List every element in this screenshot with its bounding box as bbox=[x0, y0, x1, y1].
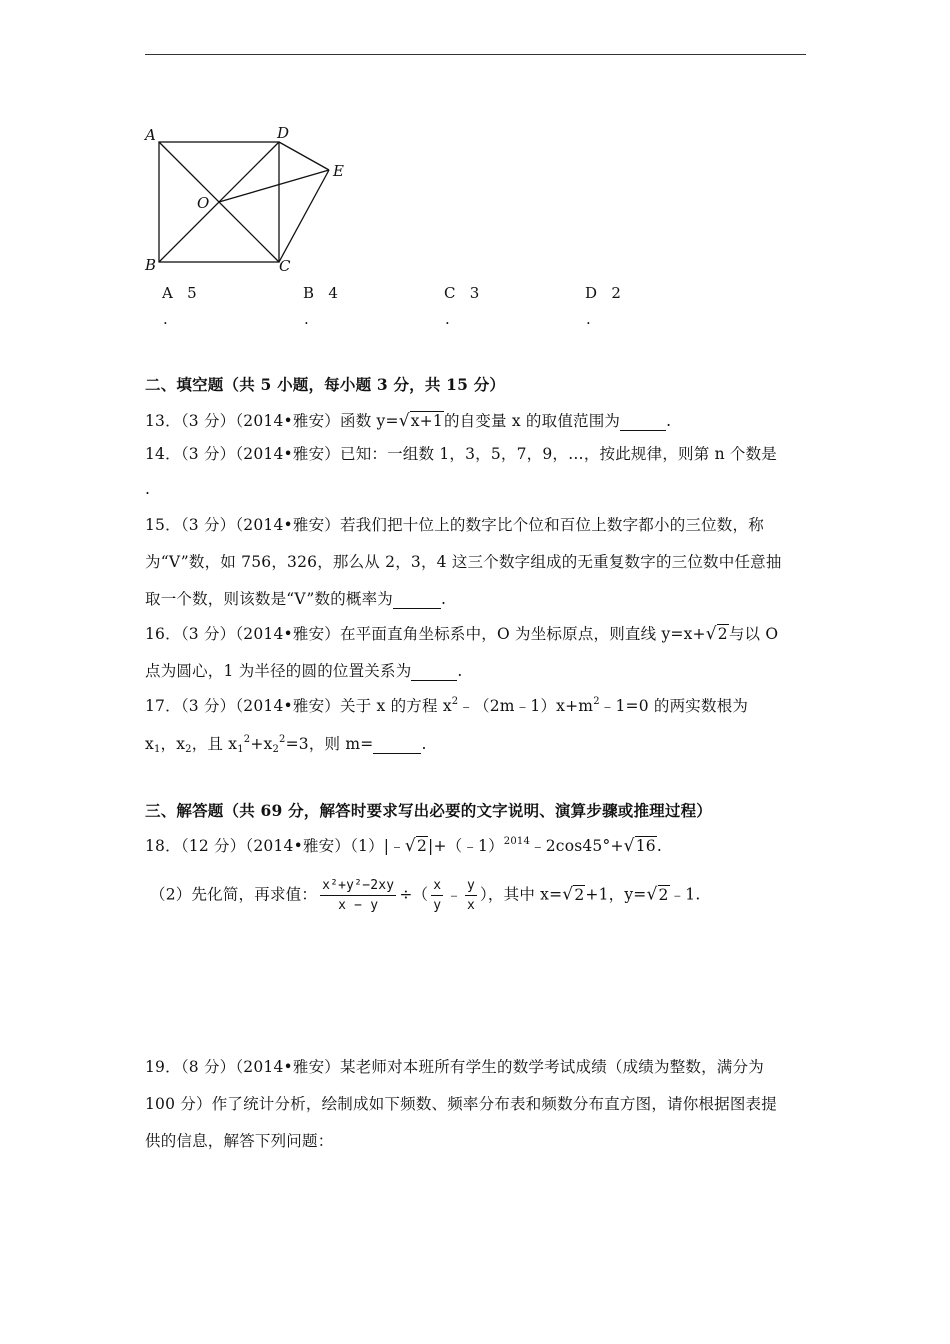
sqrt-sign: √ bbox=[646, 884, 658, 905]
q18-minus: ﹣ bbox=[446, 885, 462, 904]
question-15-line2: 为“V”数，如 756，326，那么从 2，3，4 这三个数字组成的无重复数字的三位数中任意抽 bbox=[145, 553, 782, 571]
q13-answer-blank[interactable] bbox=[620, 412, 666, 431]
q18-r1: 2 bbox=[416, 837, 428, 855]
option-d-dot: . bbox=[586, 310, 591, 328]
q17-sub2: 2 bbox=[185, 744, 192, 755]
q17-sup2: 2 bbox=[593, 696, 600, 707]
option-d-value: 2 bbox=[611, 284, 621, 302]
q18-p4: . bbox=[656, 837, 662, 855]
fraction-main-denominator: x − y bbox=[338, 898, 379, 913]
question-19-line3: 供的信息，解答下列问题： bbox=[145, 1132, 334, 1150]
q18-p2: |+（﹣1） bbox=[428, 837, 504, 855]
q18-part2-prefix: （2）先化简，再求值： bbox=[150, 885, 318, 904]
q17-sub4: 2 bbox=[272, 744, 280, 755]
q18-r4: 2 bbox=[658, 885, 669, 904]
question-19-line1: 19．（8 分）（2014•雅安）某老师对本班所有学生的数学考试成绩（成绩为整数，满分为 bbox=[145, 1058, 764, 1076]
header-rule bbox=[145, 54, 806, 55]
segment-ce bbox=[279, 170, 329, 262]
option-a-dot: . bbox=[163, 310, 168, 328]
option-c bbox=[444, 284, 479, 302]
label-b: B bbox=[145, 256, 157, 274]
option-c-value: 3 bbox=[469, 284, 480, 302]
question-16-line2 bbox=[145, 659, 463, 681]
q13-radicand: x+1 bbox=[410, 412, 443, 430]
q17-l2b: ，x bbox=[160, 735, 186, 753]
q17-sup3: 2 bbox=[243, 734, 251, 745]
q17-answer-blank[interactable] bbox=[373, 735, 421, 754]
sqrt-sign: √ bbox=[398, 411, 410, 431]
q17-sub3: 1 bbox=[237, 744, 244, 755]
sqrt-sign: √ bbox=[404, 836, 416, 856]
q18-r2: 16 bbox=[635, 837, 656, 855]
fraction-y-over-x-den: x bbox=[466, 898, 475, 913]
q16-line2-text: 点为圆心，1 为半径的圆的位置关系为 bbox=[145, 662, 412, 680]
question-17-line2 bbox=[145, 732, 427, 754]
q13-prefix: 13．（3 分）（2014•雅安）函数 y= bbox=[145, 412, 399, 430]
fraction-main bbox=[320, 878, 396, 913]
q16-radicand: 2 bbox=[717, 625, 728, 643]
q16-suffix: 与以 O bbox=[728, 625, 779, 643]
q18-r3: 2 bbox=[574, 885, 585, 904]
q13-suffix: 的自变量 x 的取值范围为 bbox=[443, 412, 621, 430]
question-18-part2 bbox=[150, 878, 700, 913]
question-15-line3 bbox=[145, 587, 446, 609]
question-19-line2: 100 分）作了统计分析，绘制成如下频数、频率分布表和频数分布直方图，请你根据图表提 bbox=[145, 1095, 777, 1113]
q16-prefix: 16．（3 分）（2014•雅安）在平面直角坐标系中，O 为坐标原点，则直线 y=x+ bbox=[145, 625, 706, 643]
q13-end: . bbox=[666, 412, 672, 430]
option-c-dot: . bbox=[445, 310, 450, 328]
fraction-y-over-x-num: y bbox=[465, 878, 477, 896]
q18-close: ），其中 x= bbox=[479, 885, 563, 904]
q18-div: ÷（ bbox=[399, 885, 429, 904]
sqrt-sign: √ bbox=[562, 884, 574, 905]
fraction-x-over-y bbox=[431, 878, 443, 913]
sqrt-sign: √ bbox=[705, 624, 717, 644]
section3-title: 三、解答题（共 69 分，解答时要求写出必要的文字说明、演算步骤或推理过程） bbox=[145, 801, 712, 820]
question-15-line1: 15．（3 分）（2014•雅安）若我们把十位上的数字比个位和百位上数字都小的三位数，称 bbox=[145, 516, 764, 534]
fraction-x-over-y-den: y bbox=[433, 898, 442, 913]
option-b bbox=[303, 284, 338, 302]
question-18-part1 bbox=[145, 834, 662, 856]
label-d: D bbox=[277, 124, 290, 142]
option-a bbox=[162, 284, 197, 302]
q18-tail: ﹣1. bbox=[669, 885, 701, 904]
q17-l2a: x bbox=[145, 735, 154, 753]
fraction-y-over-x bbox=[465, 878, 477, 913]
question-13 bbox=[145, 409, 671, 431]
q17-p3: ﹣1=0 的两实数根为 bbox=[599, 697, 749, 715]
label-e: E bbox=[333, 162, 344, 180]
question-17-line1 bbox=[145, 694, 748, 716]
q15-line3-text: 取一个数，则该数是“V”数的概率为 bbox=[145, 590, 394, 608]
section2-title: 二、填空题（共 5 小题，每小题 3 分，共 15 分） bbox=[145, 375, 506, 394]
q17-sub1: 1 bbox=[153, 744, 161, 755]
q15-end: . bbox=[441, 590, 447, 608]
label-o: O bbox=[197, 194, 210, 212]
label-a: A bbox=[145, 126, 156, 144]
q17-l2e: =3，则 m= bbox=[285, 735, 374, 753]
q17-end: . bbox=[421, 735, 427, 753]
q18-sup: 2014 bbox=[503, 836, 531, 847]
q17-p1: 17．（3 分）（2014•雅安）关于 x 的方程 x bbox=[145, 697, 452, 715]
q18-p1: 18．（12 分）（2014•雅安）（1）|﹣ bbox=[145, 837, 405, 855]
q16-answer-blank[interactable] bbox=[411, 662, 457, 681]
q14-end: . bbox=[145, 480, 151, 498]
option-a-letter: A bbox=[162, 284, 173, 302]
segment-de bbox=[279, 142, 329, 170]
option-a-value: 5 bbox=[187, 284, 197, 302]
q17-l2d: +x bbox=[250, 735, 273, 753]
question-14: 14．（3 分）（2014•雅安）已知：一组数 1，3，5，7，9，…，按此规律，则第 n 个数是 bbox=[145, 445, 777, 463]
option-c-letter: C bbox=[444, 284, 456, 302]
q18-mid: +1，y= bbox=[585, 885, 647, 904]
option-d-letter: D bbox=[585, 284, 598, 302]
sqrt-sign: √ bbox=[623, 836, 635, 856]
q17-sup4: 2 bbox=[279, 734, 286, 745]
q17-p2: ﹣（2m﹣1）x+m bbox=[458, 697, 594, 715]
option-b-value: 4 bbox=[328, 284, 338, 302]
label-c: C bbox=[279, 257, 291, 275]
q17-l2c: ，且 x bbox=[191, 735, 238, 753]
option-b-dot: . bbox=[304, 310, 309, 328]
q17-sup1: 2 bbox=[451, 696, 459, 707]
q15-answer-blank[interactable] bbox=[393, 590, 441, 609]
option-d bbox=[585, 284, 621, 302]
geometry-figure bbox=[135, 118, 365, 283]
fraction-x-over-y-num: x bbox=[431, 878, 443, 896]
fraction-main-numerator: x²+y²−2xy bbox=[320, 878, 396, 896]
question-16-line1 bbox=[145, 622, 778, 644]
q16-end: . bbox=[457, 662, 463, 680]
q18-p3: ﹣2cos45°+ bbox=[530, 837, 624, 855]
option-b-letter: B bbox=[303, 284, 315, 302]
